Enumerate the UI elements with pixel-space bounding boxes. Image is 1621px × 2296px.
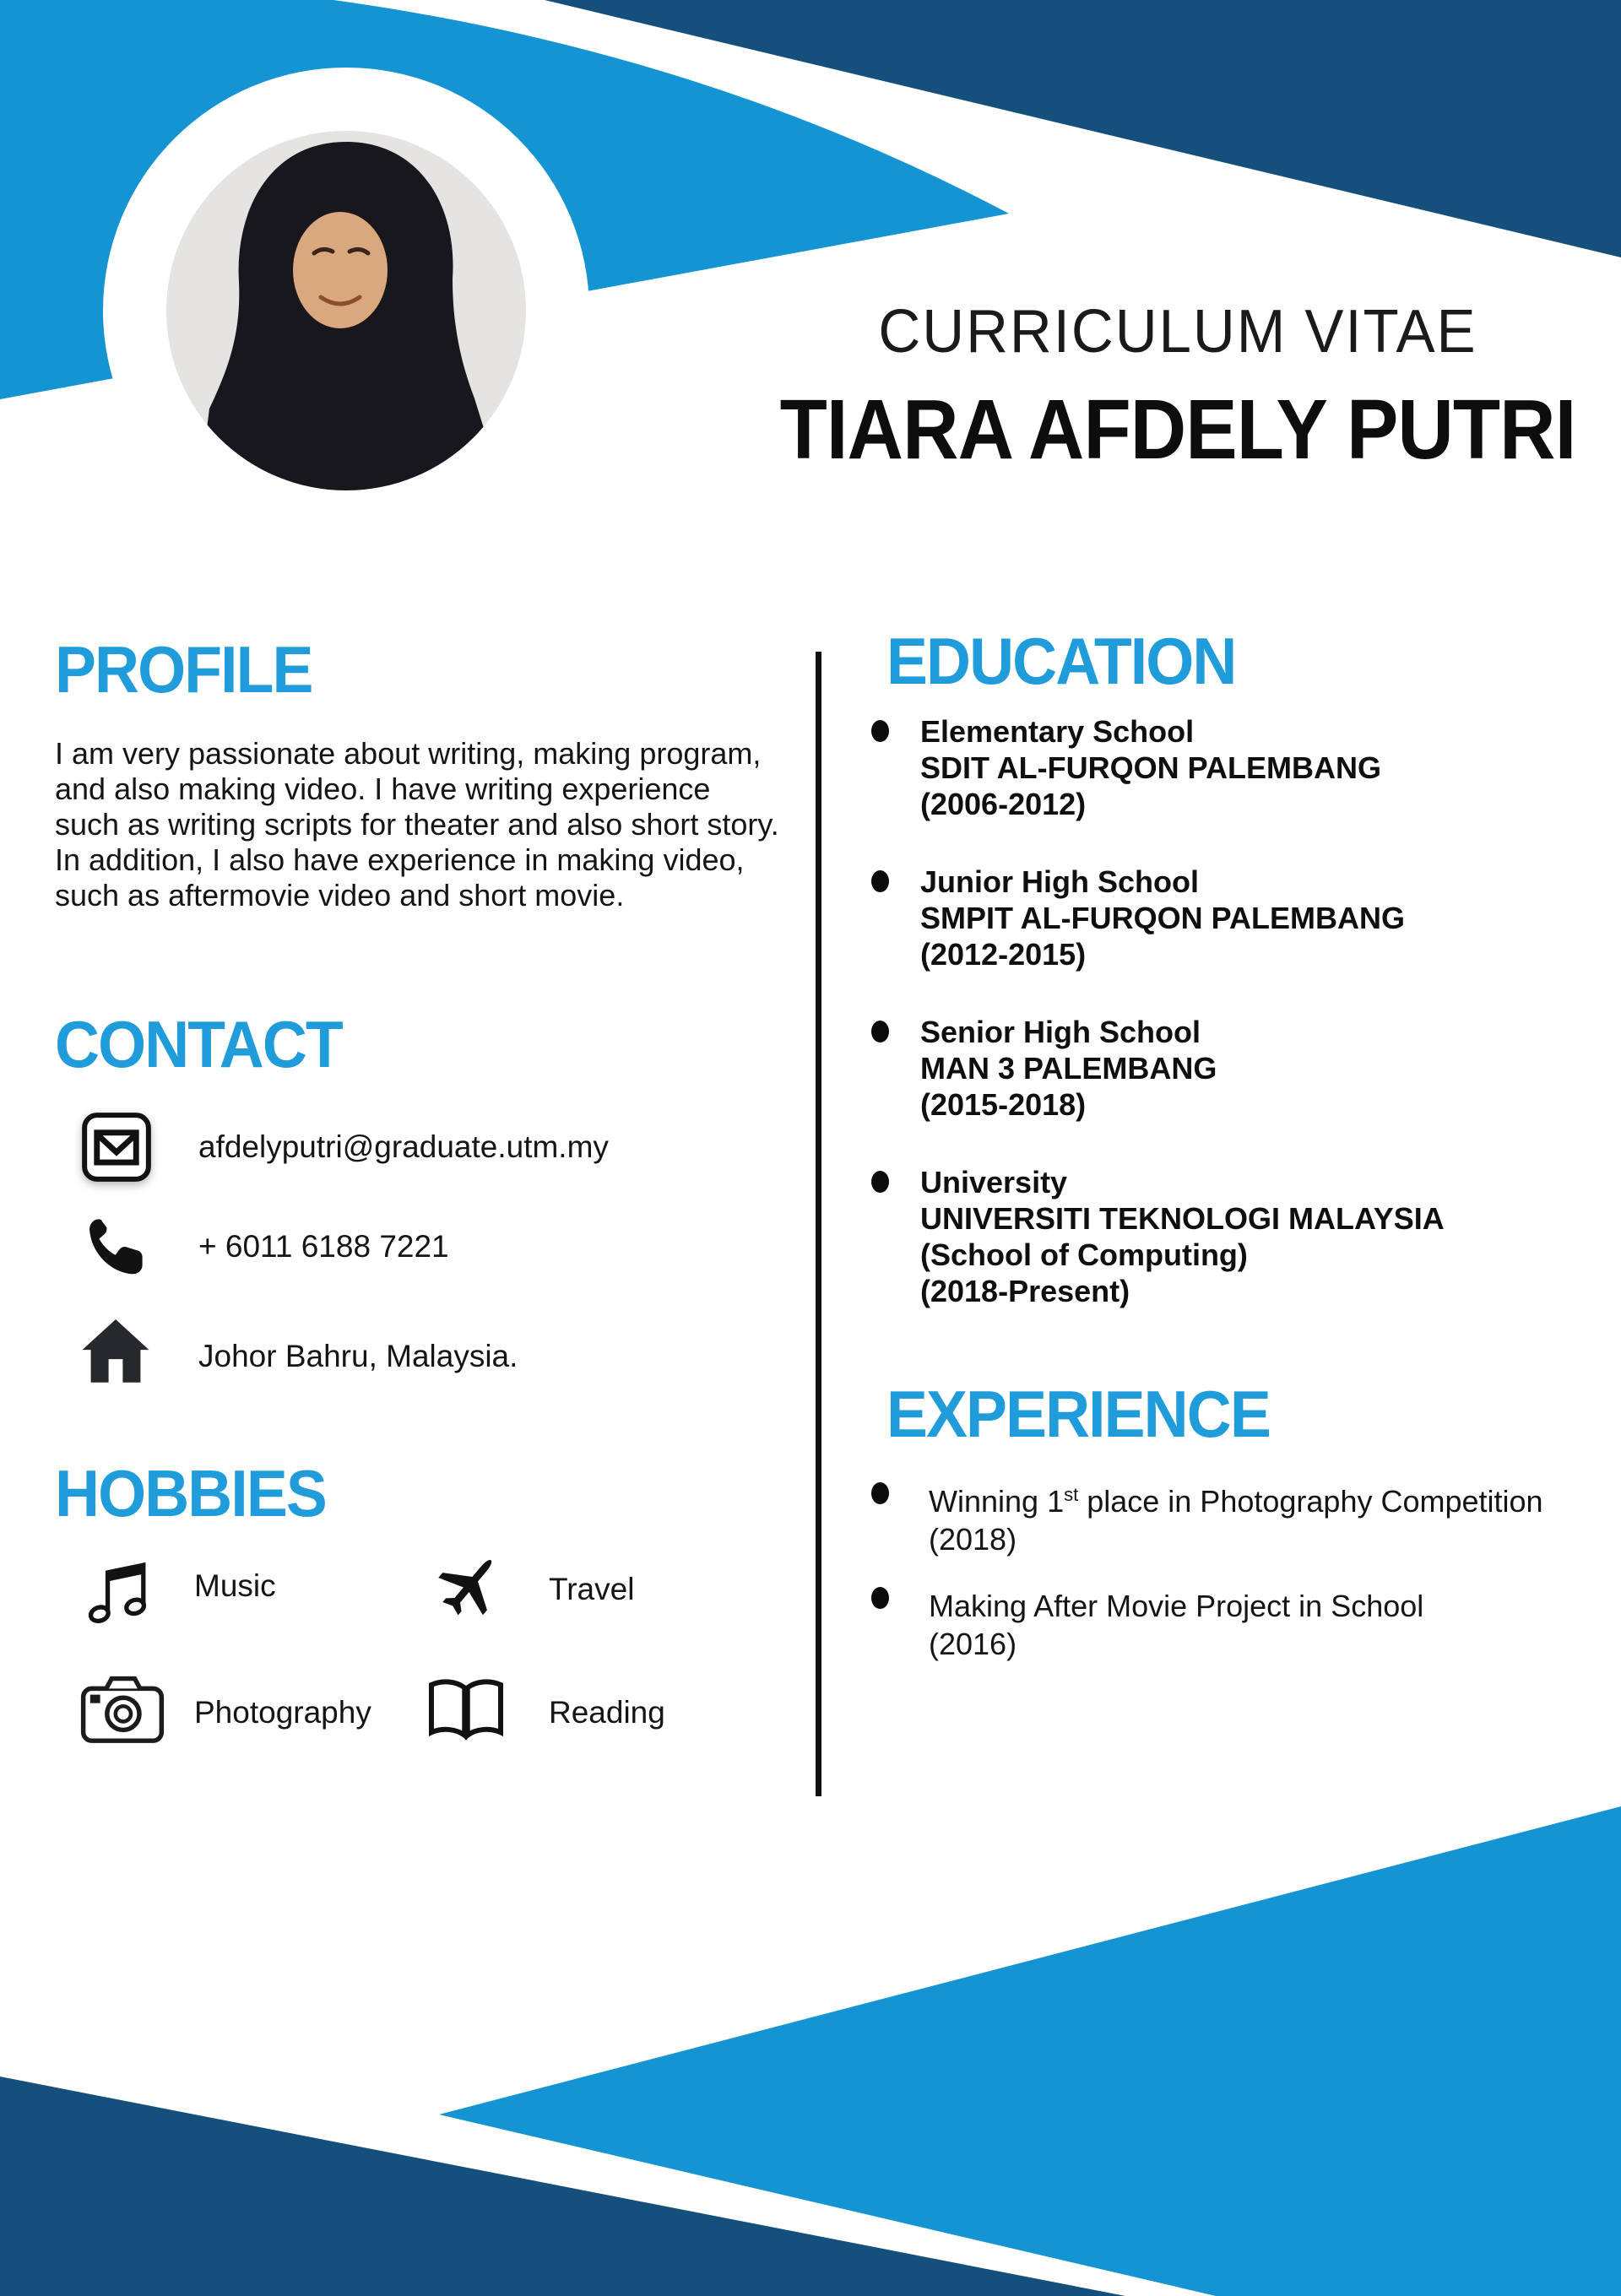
experience-text — [929, 1476, 1596, 1520]
bullet-icon — [871, 1021, 889, 1042]
experience-item-photography-competition — [870, 1476, 1596, 1558]
education-period: (2018-Present) — [920, 1274, 1130, 1308]
title-block — [743, 297, 1613, 479]
bullet-icon — [871, 720, 889, 742]
hobby-label-music: Music — [194, 1568, 276, 1603]
education-item-senior-high — [870, 1014, 1596, 1123]
travel-icon — [432, 1550, 505, 1624]
education-item-junior-high — [870, 864, 1596, 972]
education-school: UNIVERSITI TEKNOLOGI MALAYSIA — [920, 1201, 1445, 1236]
photography-icon — [80, 1673, 165, 1744]
email-value: afdelyputri@graduate.utm.my — [198, 1129, 609, 1164]
hobby-label-travel: Travel — [549, 1572, 635, 1606]
hobby-label-photography: Photography — [194, 1695, 371, 1730]
experience-text — [929, 1580, 1596, 1625]
education-period: (2012-2015) — [920, 937, 1087, 972]
hobbies-heading: HOBBIES — [55, 1456, 326, 1530]
bullet-icon — [871, 870, 889, 892]
contact-heading: CONTACT — [55, 1007, 342, 1081]
person-name: TIARA AFDELY PUTRI — [779, 382, 1576, 477]
profile-heading: PROFILE — [55, 632, 312, 707]
education-school: SDIT AL-FURQON PALEMBANG — [920, 750, 1381, 785]
footer-decoration — [0, 1806, 1621, 2296]
bullet-icon — [871, 1587, 889, 1609]
education-school: MAN 3 PALEMBANG — [920, 1051, 1217, 1086]
education-detail: (School of Computing) — [920, 1237, 1248, 1272]
email-icon — [80, 1111, 153, 1183]
header-decoration — [0, 0, 1621, 591]
page-pretitle: CURRICULUM VITAE — [878, 298, 1477, 366]
education-title: Junior High School — [920, 864, 1199, 899]
education-title: University — [920, 1165, 1068, 1199]
education-title: Senior High School — [920, 1015, 1201, 1049]
music-icon — [80, 1551, 155, 1629]
experience-period: (2016) — [929, 1627, 1017, 1661]
education-item-university — [870, 1164, 1596, 1309]
avatar — [166, 131, 526, 490]
experience-text-part: place in Photography Competition — [1078, 1484, 1543, 1519]
home-icon — [80, 1315, 151, 1386]
education-period: (2015-2018) — [920, 1087, 1087, 1122]
experience-item-after-movie — [870, 1580, 1596, 1663]
location-value: Johor Bahru, Malaysia. — [198, 1339, 518, 1373]
education-heading: EDUCATION — [886, 624, 1236, 698]
experience-text-part: Winning 1 — [929, 1484, 1065, 1519]
profile-text: I am very passionate about writing, making program, and also making video. I have writing experience such as writing scripts for theater and also short story. In addition, I also have experience in making video, such as aftermovie video and short movie. — [55, 736, 779, 912]
education-school: SMPIT AL-FURQON PALEMBANG — [920, 901, 1405, 935]
experience-period: (2018) — [929, 1522, 1017, 1557]
education-item-elementary — [870, 713, 1596, 822]
bullet-icon — [871, 1171, 889, 1193]
experience-ordinal-suffix: st — [1064, 1484, 1079, 1505]
experience-heading: EXPERIENCE — [886, 1377, 1270, 1451]
bullet-icon — [871, 1482, 889, 1504]
education-period: (2006-2012) — [920, 787, 1087, 821]
phone-value: + 6011 6188 7221 — [198, 1229, 449, 1264]
experience-text-part: Making After Movie Project in School — [929, 1589, 1424, 1623]
education-title: Elementary School — [920, 714, 1195, 749]
column-divider — [816, 652, 821, 1796]
hobby-label-reading: Reading — [549, 1695, 665, 1730]
phone-icon — [80, 1214, 148, 1281]
reading-icon — [426, 1676, 506, 1743]
